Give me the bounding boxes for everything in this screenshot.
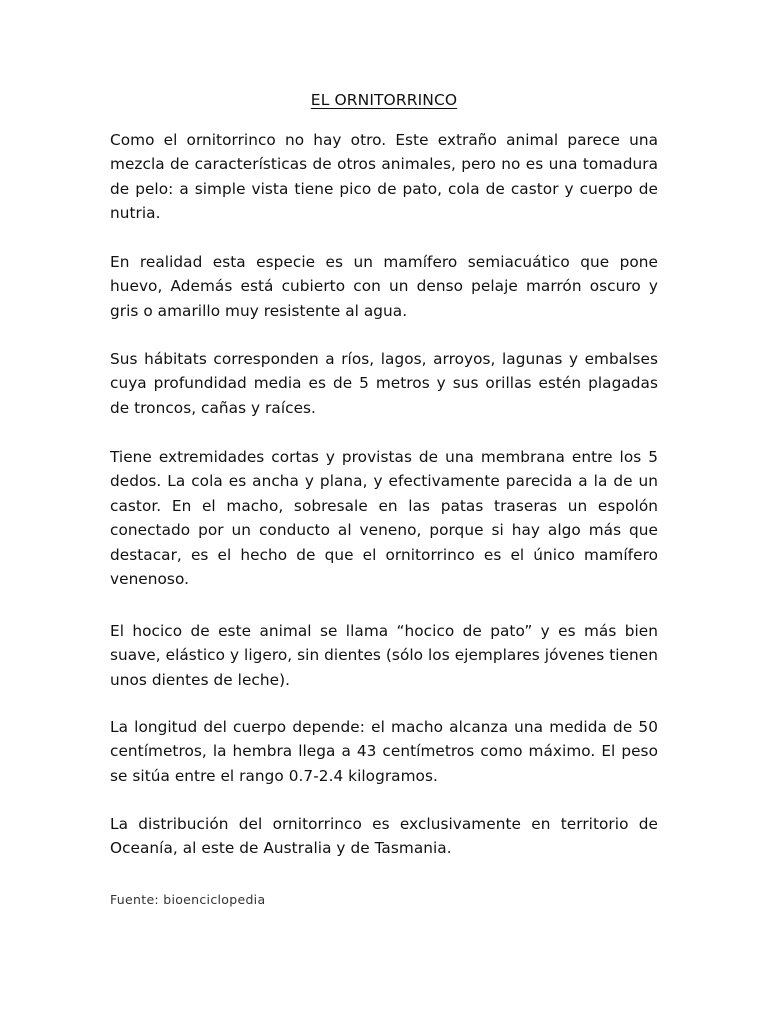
paragraph-snout: El hocico de este animal se llama “hocico de pato” y es más bien suave, elástico y ligero, sin dientes (sólo los ejemplares jóvenes tienen unos dientes de leche). <box>110 622 658 689</box>
document-title: EL ORNITORRINCO <box>310 91 458 109</box>
source-note: Fuente: bioenciclopedia <box>110 892 266 907</box>
paragraph-species: En realidad esta especie es un mamífero semiacuático que pone huevo, Además está cubierto con un denso pelaje marrón oscuro y gris o amarillo muy resistente al agua. <box>110 253 658 320</box>
paragraph-intro: Como el ornitorrinco no hay otro. Este extraño animal parece una mezcla de características de otros animales, pero no es una tomadura de pelo: a simple vista tiene pico de pato, cola de castor y cuerpo de nutria. <box>110 131 658 223</box>
paragraph-habitat: Sus hábitats corresponden a ríos, lagos, arroyos, lagunas y embalses cuya profundidad media es de 5 metros y sus orillas estén plagadas de troncos, cañas y raíces. <box>110 350 658 417</box>
paragraph-distribution: La distribución del ornitorrinco es exclusivamente en territorio de Oceanía, al este de Australia y de Tasmania. <box>110 815 658 858</box>
paragraph-size: La longitud del cuerpo depende: el macho alcanza una medida de 50 centímetros, la hembra llega a 43 centímetros como máximo. El peso se sitúa entre el rango 0.7-2.4 kilogramos. <box>110 718 658 785</box>
paragraph-limbs: Tiene extremidades cortas y provistas de una membrana entre los 5 dedos. La cola es ancha y plana, y efectivamente parecida a la de un castor. En el macho, sobresale en las patas traseras un espolón conectado por un conducto al veneno, porque si hay algo más que destacar, es el hecho de que el ornitorrinco es el único mamífero venenoso. <box>110 448 658 589</box>
